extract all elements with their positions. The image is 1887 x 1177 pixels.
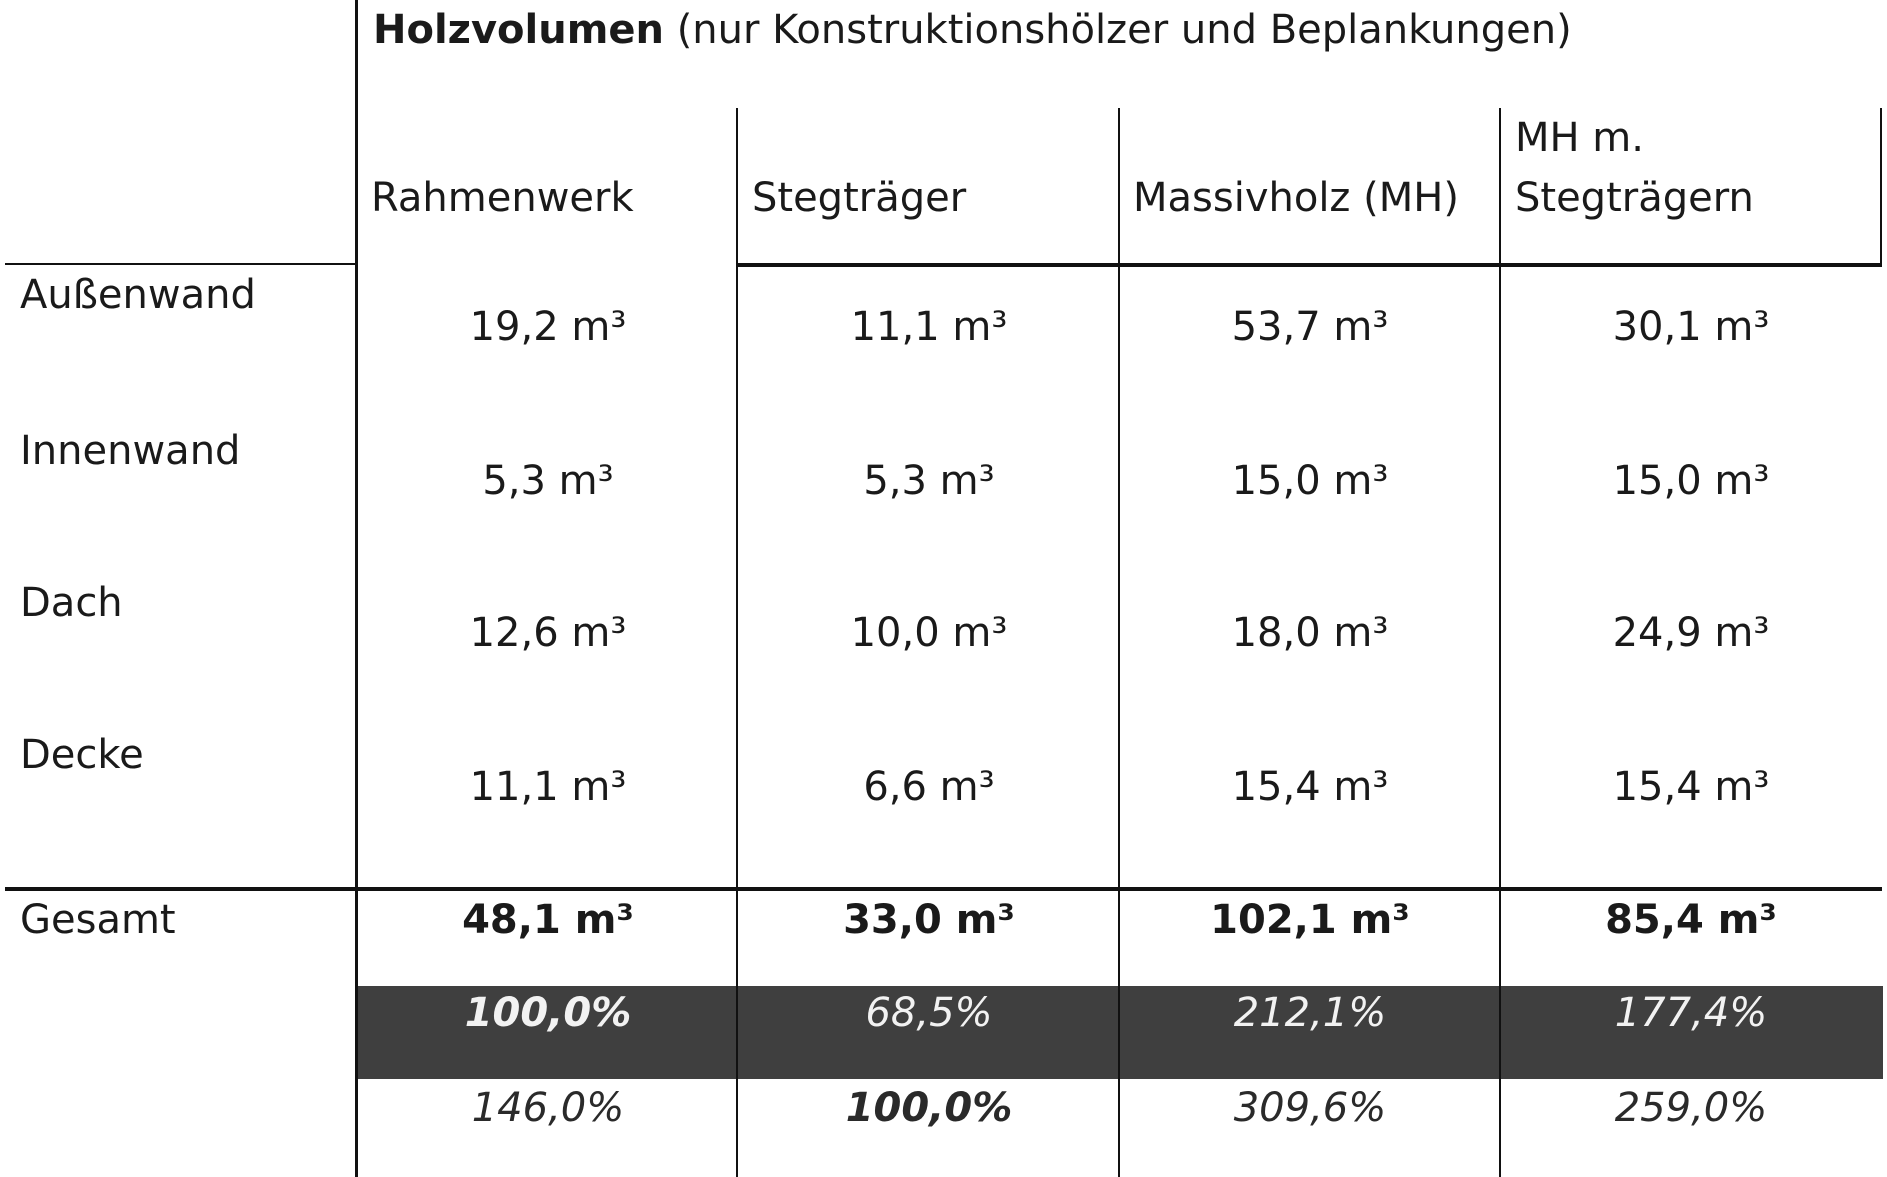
cell-total-rahmenwerk: 48,1 m³	[462, 897, 634, 943]
cell-dach-mh-steg: 24,9 m³	[1612, 610, 1770, 656]
cell-dach-massivholz: 18,0 m³	[1231, 610, 1389, 656]
header-rule-left	[5, 263, 358, 265]
cell-aussenwand-rahmenwerk: 19,2 m³	[469, 304, 627, 350]
cell-decke-mh-steg: 15,4 m³	[1612, 764, 1770, 810]
cell-total-massivholz: 102,1 m³	[1210, 897, 1410, 943]
cell-innenwand-rahmenwerk: 5,3 m³	[482, 458, 614, 504]
cell-decke-rahmenwerk: 11,1 m³	[469, 764, 627, 810]
table-title	[373, 6, 1572, 54]
pct-steg-rahmenwerk: 146,0%	[471, 1085, 625, 1131]
divider-right	[1880, 108, 1882, 266]
cell-dach-rahmenwerk: 12,6 m³	[469, 610, 627, 656]
row-label-dach: Dach	[20, 580, 123, 626]
pct-rahmenwerk-rahmenwerk: 100,0%	[464, 990, 632, 1036]
pct-steg-mh-steg: 259,0%	[1614, 1085, 1768, 1131]
row-label-decke: Decke	[20, 732, 144, 778]
pct-rahmenwerk-massivholz: 212,1%	[1233, 990, 1387, 1036]
cell-aussenwand-stegtraeger: 11,1 m³	[850, 304, 1008, 350]
cell-aussenwand-mh-steg: 30,1 m³	[1612, 304, 1770, 350]
cell-total-mh-steg: 85,4 m³	[1605, 897, 1777, 943]
title-rest: (nur Konstruktionshölzer und Beplankungen)	[663, 7, 1572, 53]
col-header-mh-line1: MH m.	[1515, 115, 1644, 161]
col-header-massivholz: Massivholz (MH)	[1133, 175, 1459, 221]
cell-innenwand-massivholz: 15,0 m³	[1231, 458, 1389, 504]
row-label-innenwand: Innenwand	[20, 428, 241, 474]
col-header-mh-line2: Stegträgern	[1515, 175, 1754, 221]
row-label-aussenwand: Außenwand	[20, 272, 256, 318]
cell-decke-stegtraeger: 6,6 m³	[863, 764, 995, 810]
cell-innenwand-stegtraeger: 5,3 m³	[863, 458, 995, 504]
cell-total-stegtraeger: 33,0 m³	[843, 897, 1015, 943]
total-rule	[5, 887, 1882, 891]
pct-steg-stegtraeger: 100,0%	[845, 1085, 1013, 1131]
cell-dach-stegtraeger: 10,0 m³	[850, 610, 1008, 656]
col-header-rahmenwerk: Rahmenwerk	[371, 175, 634, 221]
cell-innenwand-mh-steg: 15,0 m³	[1612, 458, 1770, 504]
header-rule	[737, 263, 1882, 267]
col-header-stegtraeger: Stegträger	[752, 175, 967, 221]
row-label-gesamt: Gesamt	[20, 897, 176, 943]
title-bold: Holzvolumen	[373, 7, 664, 53]
pct-rahmenwerk-mh-steg: 177,4%	[1614, 990, 1768, 1036]
pct-rahmenwerk-stegtraeger: 68,5%	[865, 990, 993, 1036]
pct-steg-massivholz: 309,6%	[1233, 1085, 1387, 1131]
cell-decke-massivholz: 15,4 m³	[1231, 764, 1389, 810]
cell-aussenwand-massivholz: 53,7 m³	[1231, 304, 1389, 350]
